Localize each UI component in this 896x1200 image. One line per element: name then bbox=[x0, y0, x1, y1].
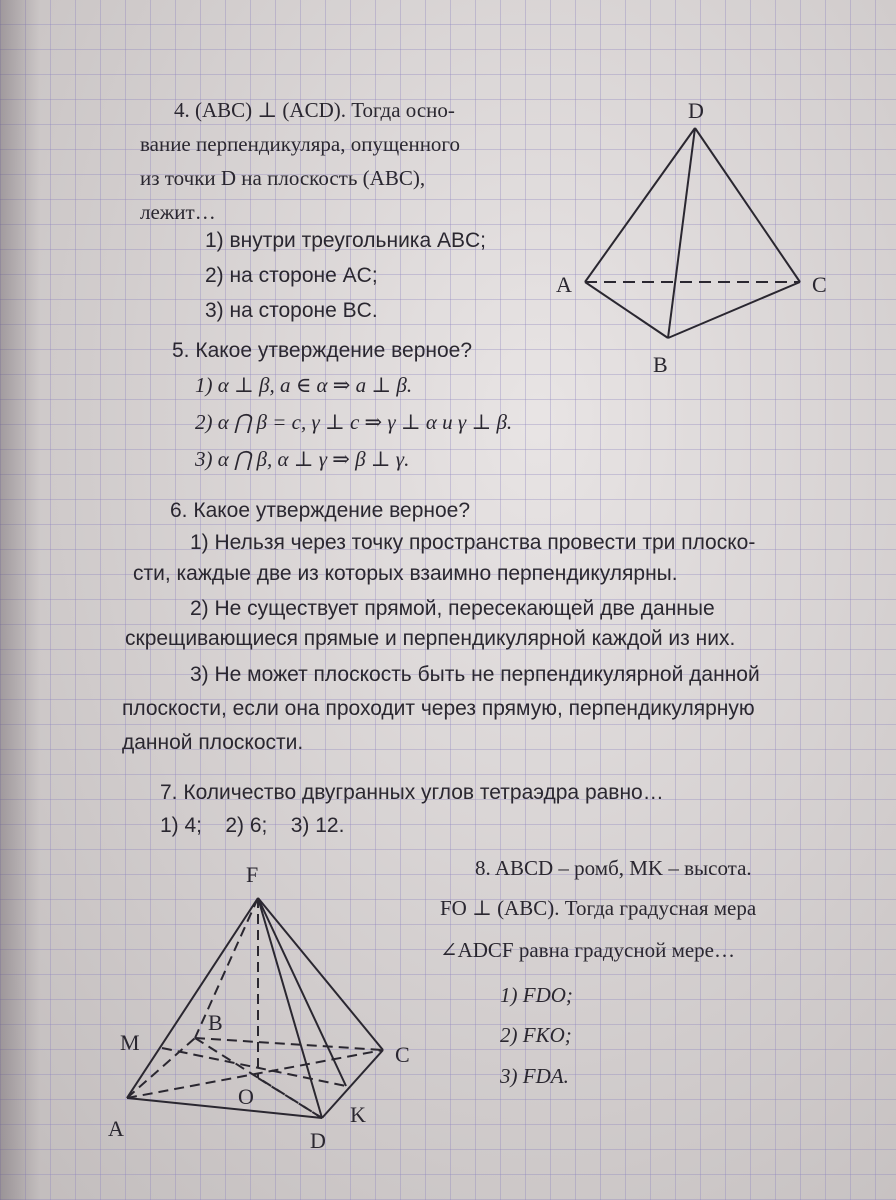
q4-line-3: из точки D на плоскость (ABC), bbox=[140, 166, 426, 190]
q5-option-3: 3) α ⋂ β, α ⊥ γ ⇒ β ⊥ γ. bbox=[195, 447, 410, 471]
q4-line-2: вание перпендикуляра, опущенного bbox=[140, 132, 461, 156]
pyramid-label-C: C bbox=[395, 1042, 410, 1067]
q5-option-1: 1) α ⊥ β, a ∈ α ⇒ a ⊥ β. bbox=[195, 373, 413, 397]
edge-FA bbox=[127, 898, 258, 1098]
edge-FB-hidden bbox=[195, 898, 258, 1038]
edge-DC bbox=[695, 128, 800, 282]
diag-AC-hidden bbox=[127, 1050, 383, 1098]
q6-option-3-line-1: 3) Не может плоскость быть не перпендикулярной данной bbox=[190, 663, 760, 686]
q6-option-2-line-2: скрещивающиеся прямые и перпендикулярной каждой из них. bbox=[125, 627, 736, 650]
edge-FD bbox=[258, 898, 322, 1118]
edge-BC-hidden bbox=[195, 1038, 383, 1050]
pyramid-label-F: F bbox=[246, 862, 259, 887]
q4-option-2: 2) на стороне AC; bbox=[205, 264, 378, 287]
tetra-label-B: B bbox=[653, 352, 668, 377]
pyramid-label-A: A bbox=[108, 1116, 124, 1141]
q8-option-3: 3) FDA. bbox=[500, 1064, 569, 1088]
q8-line-3: ∠ADCF равна градусной мере… bbox=[440, 938, 736, 962]
pyramid-figure bbox=[100, 850, 440, 1160]
tetra-label-A: A bbox=[556, 272, 572, 297]
q4-option-1: 1) внутри треугольника ABC; bbox=[205, 229, 486, 252]
q6-question: 6. Какое утверждение верное? bbox=[170, 499, 471, 522]
q8-option-1: 1) FDO; bbox=[500, 983, 573, 1007]
height-MK-hidden bbox=[162, 1048, 346, 1086]
q6-option-2-line-1: 2) Не существует прямой, пересекающей две данные bbox=[190, 597, 715, 620]
pyramid-label-D: D bbox=[310, 1128, 326, 1153]
pyramid-label-K: K bbox=[350, 1102, 366, 1127]
pyramid-label-B: B bbox=[208, 1010, 223, 1035]
q6-option-1-line-2: сти, каждые две из которых взаимно перпендикулярны. bbox=[133, 562, 678, 585]
tetra-label-C: C bbox=[812, 272, 827, 297]
q5-option-2: 2) α ⋂ β = c, γ ⊥ c ⇒ γ ⊥ α и γ ⊥ β. bbox=[195, 410, 513, 434]
edge-FC bbox=[258, 898, 383, 1050]
edge-BC bbox=[668, 282, 800, 338]
edge-AB bbox=[585, 282, 668, 338]
pyramid-label-O: O bbox=[238, 1084, 254, 1109]
page-fold-shadow bbox=[0, 0, 40, 1200]
q7-options: 1) 4; 2) 6; 3) 12. bbox=[160, 814, 345, 837]
q8-option-2: 2) FKO; bbox=[500, 1023, 572, 1047]
q4-line-4: лежит… bbox=[140, 200, 216, 224]
q6-option-3-line-2: плоскости, если она проходит через прямую, перпендикулярную bbox=[122, 697, 755, 720]
pyramid-label-M: M bbox=[120, 1030, 140, 1055]
q7-question: 7. Количество двугранных углов тетраэдра равно… bbox=[160, 781, 664, 804]
q8-line-1: 8. ABCD – ромб, MK – высота. bbox=[475, 856, 752, 880]
q6-option-1-line-1: 1) Нельзя через точку пространства провести три плоско- bbox=[190, 531, 756, 554]
q6-option-3-line-3: данной плоскости. bbox=[122, 731, 304, 754]
q4-line-1: 4. (ABC) ⊥ (ACD). Тогда осно- bbox=[174, 98, 455, 122]
edge-AD bbox=[127, 1098, 322, 1118]
q5-question: 5. Какое утверждение верное? bbox=[172, 339, 473, 362]
tetra-label-D: D bbox=[688, 98, 704, 123]
q8-line-2: FO ⊥ (ABC). Тогда градусная мера bbox=[440, 896, 757, 920]
tetrahedron-figure bbox=[550, 90, 850, 390]
edge-FK bbox=[258, 898, 346, 1086]
q4-option-3: 3) на стороне BC. bbox=[205, 299, 378, 322]
